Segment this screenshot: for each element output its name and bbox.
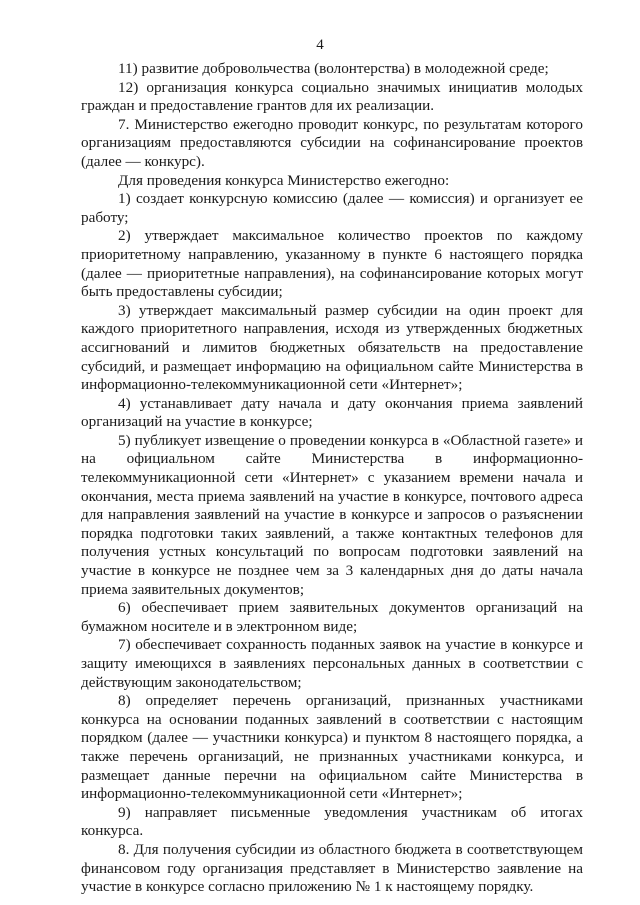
document-body	[81, 60, 583, 897]
paragraph-duty-3: 3) утверждает максимальный размер субсидии на один проект для каждого приоритетного направления, исходя из утвержденных бюджетных ассигнований и лимитов бюджетных обязательств на предоставление субсидий, и размещает информацию на официальном сайте Министерства в информационно-телекоммуникационной сети «Интернет»;	[81, 301, 583, 394]
page-number: 4	[316, 37, 324, 53]
paragraph-intro: Для проведения конкурса Министерство ежегодно:	[118, 171, 450, 189]
paragraph-duty-6: 6) обеспечивает прием заявительных документов организаций на бумажном носителе и в электронном виде;	[81, 599, 583, 635]
paragraph-clause-7: 7. Министерство ежегодно проводит конкурс, по результатам которого организациям предоставляются субсидии на софинансирование проектов (далее — конкурс).	[81, 115, 583, 170]
paragraph-duty-4: 4) устанавливает дату начала и дату окончания приема заявлений организаций на участие в конкурсе;	[81, 394, 583, 431]
paragraph-duty-8: 8) определяет перечень организаций, признанных участниками конкурса на основании поданных заявлений в соответствии с настоящим порядком (далее — участники конкурса) и пунктом 8 настоящего порядка, а также перечень организаций, не признанных участниками конкурса, и размещает данные перечни на официальном сайте Министерства в информационно-телекоммуникационной сети «Интернет»;	[81, 692, 583, 803]
paragraph-clause-8: 8. Для получения субсидии из областного бюджета в соответствующем финансовом году организация представляет в Министерство заявление на участие в конкурсе согласно приложению № 1 к настоящему порядку.	[81, 840, 583, 896]
paragraph-duty-5: 5) публикует извещение о проведении конкурса в «Областной газете» и на официальном сайте Министерства в информационно-телекоммуникационной сети «Интернет» с указанием времени начала и окончания, места приема заявлений на участие в конкурсе, почтового адреса для направления заявлений на участие в конкурсе и запросов о разъяснении порядка подготовки таких заявлений, а также контактных телефонов для получения устных консультаций по вопросам подготовки заявлений на участие в конкурсе не позднее чем за 3 календарных дня до даты начала приема заявительных документов;	[81, 431, 583, 598]
paragraph-duty-7: 7) обеспечивает сохранность поданных заявок на участие в конкурсе и защиту имеющихся в заявлениях персональных данных в соответствии с действующим законодательством;	[81, 636, 583, 691]
paragraph-duty-2: 2) утверждает максимальное количество проектов по каждому приоритетному направлению, указанному в пункте 6 настоящего порядка (далее — приоритетные направления), на софинансирование которых могут быть предоставлены субсидии;	[81, 227, 583, 301]
paragraph-item-11: 11) развитие добровольчества (волонтерства) в молодежной среде;	[118, 60, 549, 77]
paragraph-duty-9: 9) направляет письменные уведомления участникам об итогах конкурса.	[81, 803, 583, 840]
paragraph-item-12: 12) организация конкурса социально значимых инициатив молодых граждан и предоставление грантов для их реализации.	[81, 78, 583, 115]
paragraph-duty-1: 1) создает конкурсную комиссию (далее — комиссия) и организует ее работу;	[81, 190, 583, 226]
